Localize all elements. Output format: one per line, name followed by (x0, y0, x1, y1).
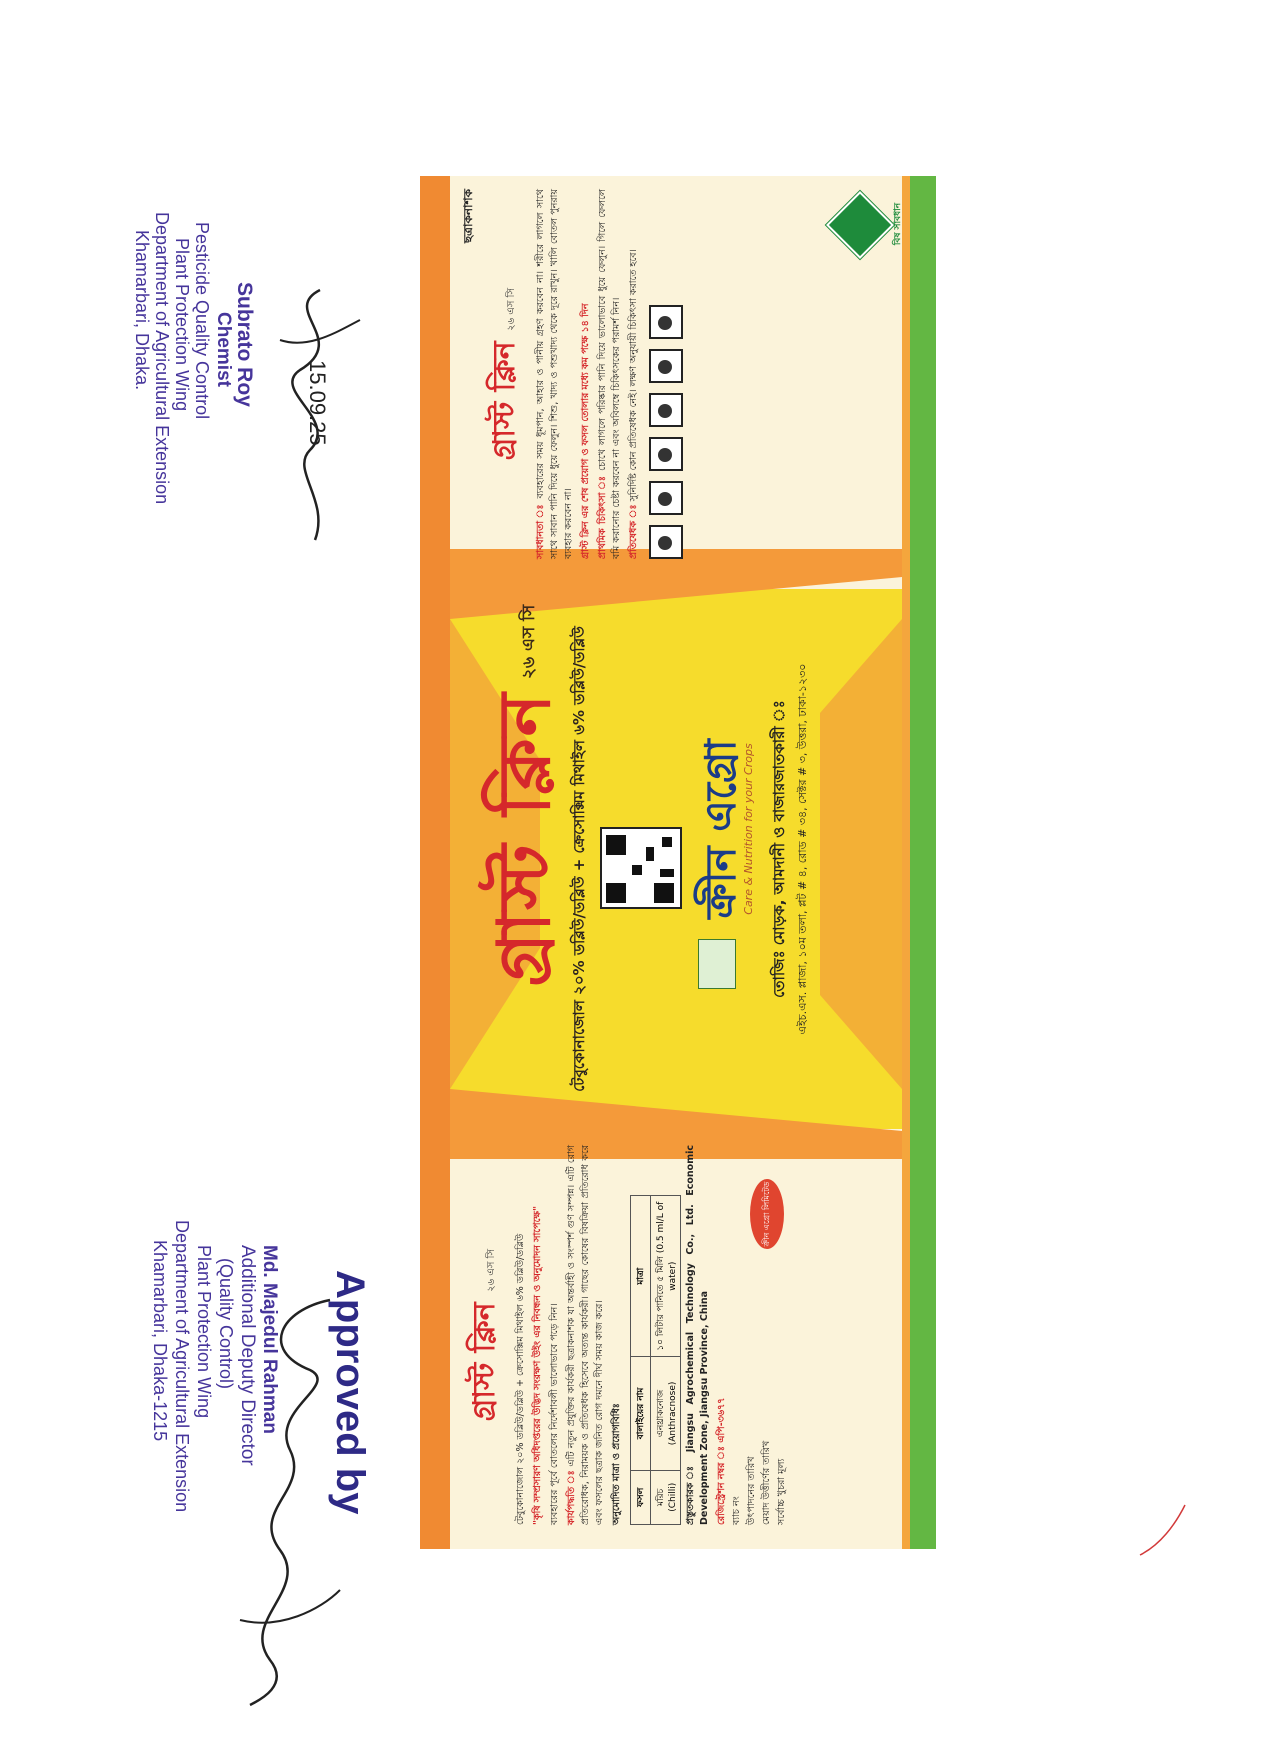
approver-unit: (Quality Control) (216, 1258, 236, 1390)
table-cell: ১০ লিটার পানিতে ৫ মিলি (0.5 ml/L of water) (651, 1196, 681, 1357)
company-seal: ক্রীন এগ্রো লিমিটেড (750, 1179, 784, 1249)
approver-department: Department of Agricultural Extension (172, 1220, 192, 1513)
label-top-band (420, 176, 450, 1549)
chemist-signature-date: 15.09.25 (305, 360, 330, 446)
company-leaf-icon (698, 939, 736, 989)
boots-icon (649, 349, 683, 383)
caution-line: ব্যবহারের পূর্বে বোতলের নির্দেশাবলী ভালোভাবে পড়ে নিন। (549, 1303, 560, 1525)
chemist-department: Department of Agricultural Extension (152, 212, 172, 505)
first-aid-label: প্রাথমিক চিকিৎসা ঃ (597, 474, 608, 559)
mode-text: এটি নতুন প্রযুক্তির কার্যকরী ছত্রাকনাশক যা অন্তর্বাহী ও সংস্পর্শ গুণ সম্পন্ন। এটি রোগ প্রতিরোধক, নিরাময়ক ও প্রতিষেধক হিসেবে অত্যন্ত কার্যকরী। গাছের কোষের বিষক্রিয়া প্রতিরোধ করে এবং ফসলের ছত্রাক জনিত রোগ দমনে দীর্ঘ সময় কাজ করে। (566, 1145, 605, 1525)
table-cell: মরিচ (Chilli) (651, 1470, 681, 1524)
chemist-signature (260, 280, 370, 560)
hazard-diamond-icon (826, 191, 894, 259)
left-panel-title (460, 1145, 511, 1525)
chemist-name: Subrato Roy (233, 282, 256, 407)
approved-by-heading: Approved by (328, 1270, 372, 1515)
retail-price: সর্বোচ্চ খুচরা মূল্য (776, 1458, 787, 1525)
company-address: এইচ.এস. প্লাজা, ১০ম তলা, প্লট # ৪, রোড # ৩৪, সেক্টর # ৩, উত্তরা, ঢাকা-১২৩০ (796, 663, 809, 1035)
label-green-band (910, 176, 936, 1549)
pesticide-label-artwork (420, 176, 936, 1549)
keep-away-children-icon (649, 305, 683, 339)
hazard-text: বিষ সাবধান (893, 202, 903, 246)
wash-hands-icon (649, 393, 683, 427)
dose-table (630, 1195, 681, 1525)
product-category: ছত্রাকনাশক (461, 189, 475, 244)
red-pen-mark (1130, 1500, 1190, 1560)
precautions (534, 189, 576, 559)
table-header: বালাইয়ের নাম (631, 1357, 651, 1470)
approver-title: Additional Deputy Director (237, 1245, 258, 1466)
manufacture-date: উৎপাদনের তারিখ (746, 1456, 757, 1525)
precaution-label: সাবধানতা ঃ (535, 502, 546, 559)
brand-name-large: গ্রাস্ট ক্লিন (481, 691, 566, 987)
right-panel (460, 189, 683, 559)
table-cell: এনথ্রাকনোজ (Anthracnose) (651, 1357, 681, 1470)
brand-suffix: ২৬ এস সি (519, 604, 539, 679)
label-orange-stripe (902, 176, 910, 1549)
chemist-title: Chemist (213, 312, 234, 387)
gloves-icon (649, 525, 683, 559)
mode-label: কার্যপদ্ধতি ঃ (566, 1469, 577, 1525)
antidote-text: সুনির্দিষ্ট কোন প্রতিষেধক নেই। লক্ষণ অনুযায়ী চিকিৎসা করাতে হবে। (628, 249, 639, 502)
chemist-wing: Plant Protection Wing (172, 238, 192, 412)
marketer-line: তোজিঃ মোড়ক, আমদানী ও বাজারজাতকারী ঃ (770, 700, 788, 998)
pre-harvest-interval: গ্রাস্ট ক্লিন এর শেষ প্রয়োগ ও ফসল তোলার মধ্যে কম পক্ষে ১৪ দিন (580, 303, 591, 559)
company-logo: ক্রীন এগ্রো (696, 739, 745, 919)
table-header-row (631, 1196, 651, 1525)
right-title-suffix: ২৬ এস সি (506, 287, 517, 331)
registration-number: রেজিস্ট্রেশন নম্বর ঃ এপি-৩৬৭৭ (716, 1397, 727, 1525)
precaution-text: ব্যবহারের সময় ধূমপান, আহার ও পানীয় গ্রহণ করবেন না। শরীরে লাগলে সাথে সাথে সাবান পানি দিয়ে ধুয়ে ফেলুন। শিশু, খাদ্য ও পশুখাদ্য থেকে দূরে রাখুন। খালি বোতল পুনরায় ব্যবহার করবেন না। (535, 189, 574, 559)
chemist-unit: Pesticide Quality Control (192, 222, 212, 420)
active-ingredients: টেবুকোনাজোল ২০% ডব্লিউ/ডব্লিউ + ক্রেসোক্সিম মিথাইল ৬% ডব্লিউ/ডব্লিউ (570, 626, 588, 1092)
label-sheet (420, 176, 936, 1549)
antidote (627, 189, 641, 559)
company-tagline: Care & Nutrition for your Crops (742, 743, 755, 915)
first-aid (596, 189, 624, 559)
first-aid-text: চোখে লাগলে পরিষ্কার পানি দিয়ে ভালোভাবে ধুয়ে ফেলুন। গিলে ফেললে বমি করানোর চেষ্টা করবেন না এবং অবিলম্বে চিকিৎসকের পরামর্শ নিন। (597, 189, 622, 559)
safety-pictograms (649, 189, 683, 559)
qr-code-icon (600, 827, 682, 909)
right-panel-title (480, 189, 531, 559)
antidote-label: প্রতিষেধক ঃ (628, 504, 639, 559)
registration-notice: "কৃষি সম্প্রসারণ অধিদপ্তরের উদ্ভিদ সংরক্ষণ উইং এর নিবন্ধন ও অনুমোদন সাপেক্ষে" (532, 1205, 543, 1525)
right-title-text: গ্রাস্ট ক্লিন (487, 341, 522, 461)
table-header: ফসল (631, 1470, 651, 1524)
expiry-date: মেয়াদ উত্তীর্ণের তারিখ (761, 1440, 772, 1525)
approver-wing: Plant Protection Wing (194, 1245, 214, 1419)
left-composition: টেবুকোনাজোল ২০% ডব্লিউ/ডব্লিউ + ক্রেসোক্সিম মিথাইল ৬% ডব্লিউ/ডব্লিউ (515, 1233, 526, 1525)
left-title-text: গ্রাস্ট ক্লিন (467, 1302, 502, 1422)
left-panel (460, 1145, 789, 1525)
approver-location: Khamarbari, Dhaka-1215 (150, 1240, 170, 1442)
batch-number: ব্যাচ নং (731, 1496, 742, 1525)
left-title-suffix: ২৬ এস সি (486, 1248, 497, 1292)
table-row (651, 1196, 681, 1525)
mode-of-action (565, 1145, 607, 1525)
mask-icon (649, 481, 683, 515)
chemist-location: Khamarbari, Dhaka. (132, 230, 152, 391)
table-header: মাত্রা (631, 1196, 651, 1357)
approver-signature (220, 1290, 360, 1710)
dose-heading: অনুমোদিত মাত্রা ও প্রয়োগবিধিঃ (611, 1403, 622, 1525)
approver-name: Md. Majedul Rahman (259, 1245, 280, 1434)
manufacturer: প্রস্তুতকারক ঃ Jiangsu Agrochemical Technology Co., Ltd. Economic Development Zone, Jiangsu Province, China (685, 1145, 710, 1525)
goggles-icon (649, 437, 683, 471)
